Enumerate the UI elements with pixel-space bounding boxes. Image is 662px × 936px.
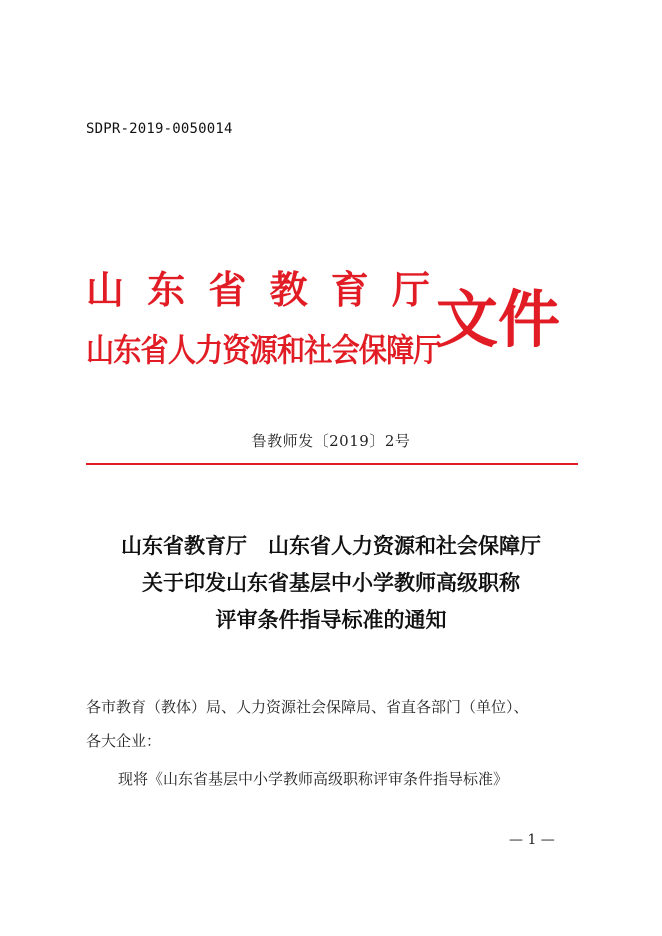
addressee-line-2: 各大企业： — [86, 732, 162, 750]
page-number: — 1 — — [509, 832, 555, 848]
document-id: SDPR-2019-0050014 — [86, 121, 233, 137]
issuer-char: 省 — [208, 267, 247, 312]
title-line-1: 山东省教育厅 山东省人力资源和社会保障厅 — [121, 533, 541, 558]
document-title — [0, 527, 662, 638]
title-line-2: 关于印发山东省基层中小学教师高级职称 — [142, 570, 520, 595]
issuer-char: 厅 — [391, 267, 430, 312]
red-divider — [86, 463, 578, 465]
addressee-line-1: 各市教育（教体）局、人力资源社会保障局、省直各部门（单位）、 — [86, 698, 529, 716]
addressee — [86, 690, 586, 758]
issuer-char: 山 — [86, 267, 125, 312]
issuer-char: 东 — [147, 267, 186, 312]
issuer-line-2: 山东省人力资源和社会保障厅 — [86, 331, 441, 369]
red-header — [86, 262, 586, 392]
document-number: 鲁教师发〔2019〕2号 — [251, 432, 411, 450]
issuer-char: 育 — [330, 267, 369, 312]
issuer-suffix: 文件 — [436, 283, 561, 356]
issuer-char: 教 — [269, 267, 308, 312]
issuer-line-1 — [86, 268, 430, 312]
body-paragraph: 现将《山东省基层中小学教师高级职称评审条件指导标准》 — [118, 770, 509, 788]
title-line-3: 评审条件指导标准的通知 — [215, 607, 447, 632]
